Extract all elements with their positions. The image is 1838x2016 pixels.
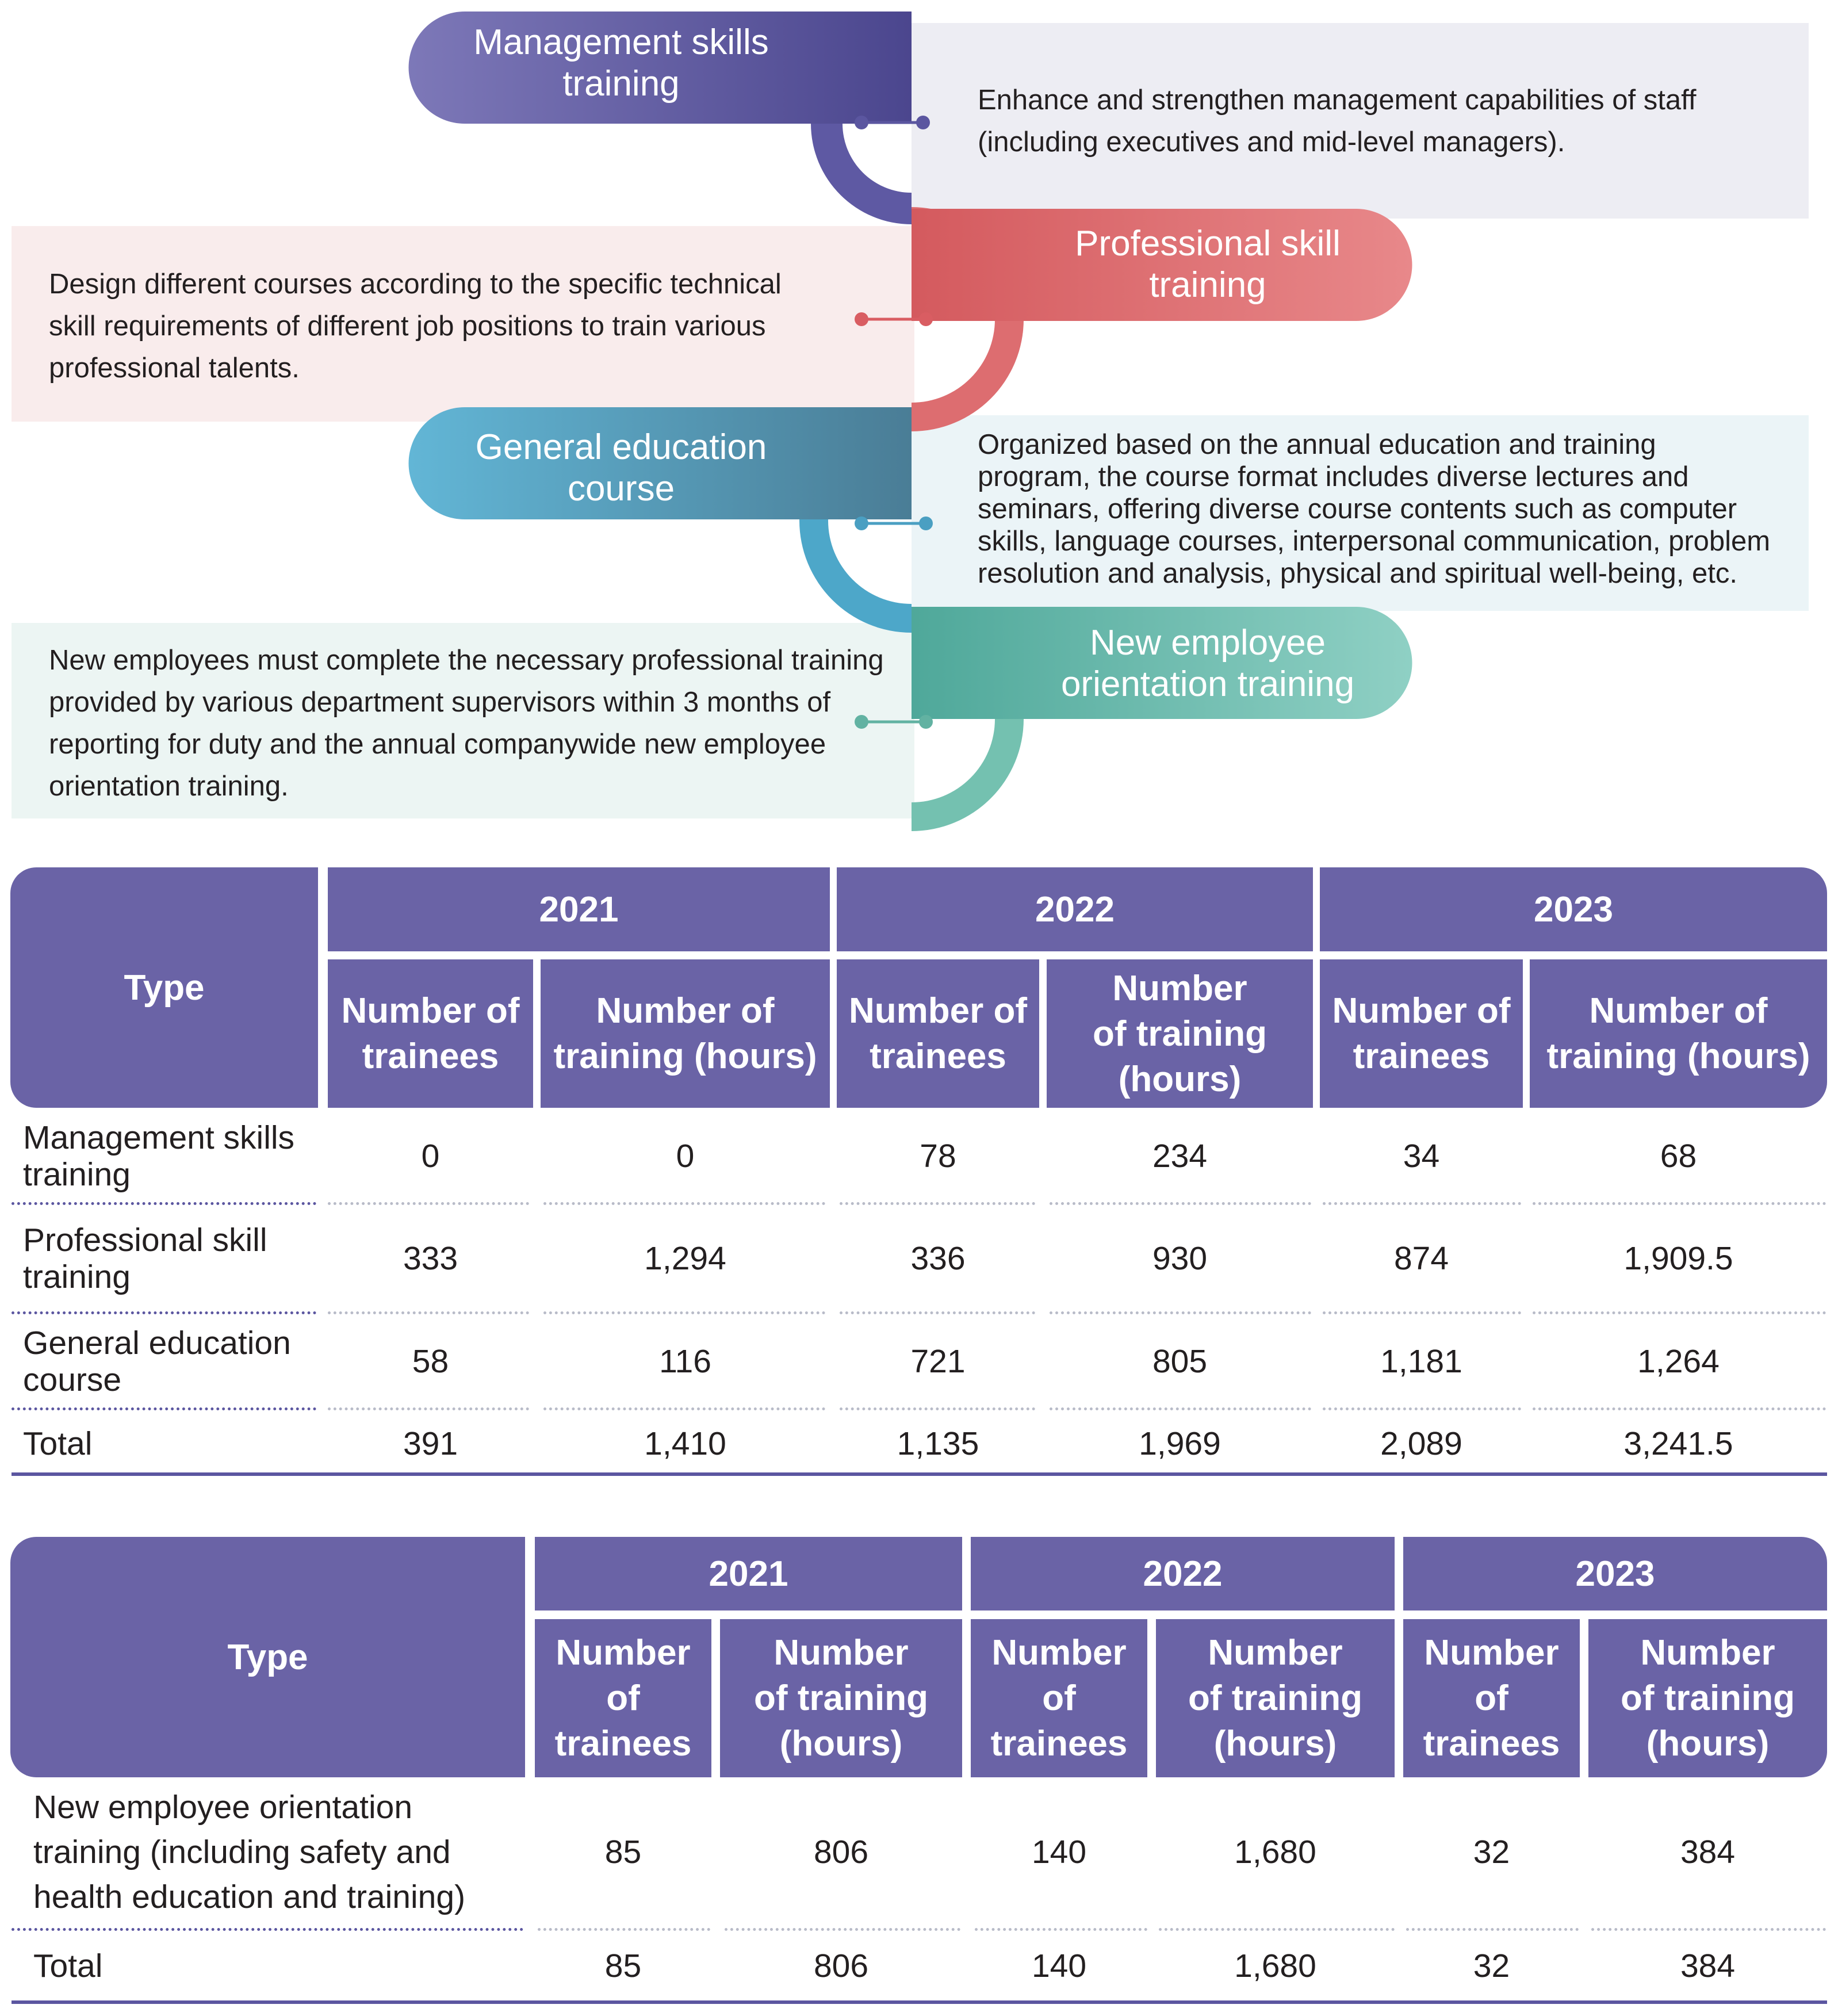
divider-segment [975,1928,1147,1931]
sub-header-line: of training [1620,1678,1795,1718]
table1-year-label: 2023 [1534,889,1613,929]
table2-sub-header [535,1619,711,1777]
table-row-type [0,1318,322,1405]
sub-header-line: Number [774,1633,909,1673]
desc-line: New employees must complete the necessary professional training [49,645,884,676]
row-type-line: training [23,1258,131,1295]
row-type-line: Total [23,1425,93,1462]
divider-segment [1323,1202,1521,1205]
title-management-line2: training [562,64,680,104]
table1-sub-header [1320,959,1523,1108]
table-row-type [0,1113,322,1199]
divider-segment [1533,1407,1826,1410]
divider-segment [1050,1311,1311,1314]
sub-header-line: Number [991,1633,1127,1673]
row-type-line: training [23,1156,131,1193]
table-cell: 234 [1152,1138,1208,1175]
desc-line: Enhance and strengthen management capabilities of staff [978,85,1697,116]
desc-line: orientation training. [49,771,289,802]
table-cell: 32 [1473,1834,1510,1870]
table-cell: 32 [1473,1947,1510,1984]
row-type-line: course [23,1361,122,1398]
table-cell: 140 [1031,1947,1087,1984]
desc-line: skills, language courses, interpersonal communication, problem [978,526,1771,557]
table-cell: 1,909.5 [1623,1240,1733,1277]
sub-header-line: Number of [596,991,775,1031]
table-row-type [0,1935,529,1996]
divider-segment [543,1311,825,1314]
title-orientation-line1: New employee [1089,623,1326,663]
table1-sub-header [837,959,1039,1108]
table-cell: 391 [403,1425,458,1462]
table-cell: 1,181 [1380,1343,1462,1380]
title-general [414,427,828,510]
table2-year-2022 [971,1537,1395,1610]
table2-type-header [10,1537,525,1777]
table-cell: 874 [1393,1240,1449,1277]
sub-header-line: (hours) [1213,1724,1337,1763]
table-row-type [0,1415,322,1472]
table-cell: 930 [1152,1240,1208,1277]
table1-sub-header [1047,959,1313,1108]
table1-sub-header [328,959,533,1108]
table-cell: 0 [421,1138,440,1175]
table-cell: 85 [604,1947,642,1984]
table-cell: 3,241.5 [1623,1425,1733,1462]
desc-management [978,79,1696,163]
divider-segment [328,1202,529,1205]
table1-type-header [10,867,318,1108]
desc-line: seminars, offering diverse course contents such as computer [978,494,1737,525]
row-type-line: Management skills [23,1119,295,1156]
table-row-type [0,1783,529,1921]
title-general-line2: course [567,469,675,508]
title-orientation-line2: orientation training [1060,664,1355,704]
divider-segment [12,1202,316,1205]
sub-header-line: trainees [1353,1036,1490,1076]
divider-segment [12,1311,316,1314]
title-orientation [1001,622,1415,705]
table-cell: 2,089 [1380,1425,1462,1462]
divider-segment [1159,1928,1395,1931]
sub-header-line: (hours) [1646,1724,1770,1763]
divider-segment [1323,1311,1521,1314]
divider-segment [1591,1928,1826,1931]
sub-header-line: of [606,1678,640,1718]
table-row-type [0,1214,322,1303]
table-cell: 806 [813,1947,869,1984]
sub-header-line: Number [556,1633,691,1673]
sub-header-line: Number of [849,991,1027,1031]
table-cell: 140 [1031,1834,1087,1870]
divider-segment [1533,1311,1826,1314]
sub-header-line: of training [753,1678,929,1718]
divider-segment [12,1928,523,1931]
table-cell: 384 [1680,1834,1736,1870]
table-cell: 1,410 [644,1425,726,1462]
sub-header-line: Number [1424,1633,1559,1673]
table-cell: 1,294 [644,1240,726,1277]
table2-year-label: 2021 [709,1554,788,1594]
table1-year-label: 2021 [539,889,619,929]
table-cell: 1,680 [1234,1834,1316,1870]
desc-orientation [49,640,884,808]
divider-segment [840,1202,1035,1205]
table2-sub-header [1156,1619,1395,1777]
desc-professional [49,263,782,389]
table2-year-2023 [1403,1537,1827,1610]
sub-header-line: of [1475,1678,1508,1718]
sub-header-line: Number of [1332,991,1511,1031]
table-cell: 78 [920,1138,956,1175]
table2-sub-header [720,1619,962,1777]
sub-header-line: trainees [990,1724,1128,1763]
table1-year-2021 [328,867,830,951]
table-cell: 1,135 [897,1425,979,1462]
sub-header-line: of training [1188,1678,1363,1718]
table-cell: 1,969 [1139,1425,1221,1462]
sub-header-line: trainees [1423,1724,1560,1763]
sub-header-line: trainees [554,1724,692,1763]
divider-segment [1533,1202,1826,1205]
divider-segment [543,1407,825,1410]
divider-segment [12,1407,316,1410]
table-cell: 806 [813,1834,869,1870]
sub-header-line: of training [1092,1013,1268,1054]
table2-sub-header [1403,1619,1580,1777]
table2-year-label: 2022 [1143,1554,1223,1594]
table2-type-header-label: Type [227,1637,308,1677]
training-infographic [0,0,1838,846]
sub-header-line: training (hours) [553,1036,817,1076]
sub-header-line: (hours) [1118,1059,1242,1099]
sub-header-line: Number of [1589,991,1768,1031]
desc-line: professional talents. [49,353,300,384]
divider-segment [1323,1407,1521,1410]
divider-segment [840,1407,1035,1410]
sub-header-line: trainees [362,1036,499,1076]
divider-segment [543,1202,825,1205]
table1-type-header-label: Type [124,967,205,1008]
table2-year-label: 2023 [1575,1554,1655,1594]
divider-segment [328,1407,529,1410]
title-management-line1: Management skills [473,22,769,62]
row-type-line: Professional skill [23,1221,267,1258]
divider-segment [328,1311,529,1314]
table-cell: 1,680 [1234,1947,1316,1984]
table-cell: 333 [403,1240,458,1277]
divider-segment [1050,1407,1311,1410]
desc-line: program, the course format includes diverse lectures and [978,461,1689,492]
table-cell: 116 [659,1343,711,1380]
title-professional-line2: training [1149,265,1266,305]
desc-line: (including executives and mid-level managers). [978,127,1565,158]
sub-header-line: trainees [870,1036,1006,1076]
divider-segment [725,1928,960,1931]
table-cell: 68 [1660,1138,1697,1175]
title-professional-line1: Professional skill [1075,224,1341,263]
sub-header-line: of [1042,1678,1076,1718]
sub-header-line: Number of [341,991,520,1031]
row-type-line: Total [33,1947,103,1984]
table-cell: 721 [910,1343,966,1380]
desc-line: skill requirements of different job positions to train various [49,311,766,342]
row-type-line: training (including safety and [33,1834,451,1870]
table1-year-2022 [837,867,1313,951]
table-cell: 336 [910,1240,966,1277]
divider-segment [1050,1202,1311,1205]
divider-segment [840,1311,1035,1314]
table-cell: 384 [1680,1947,1736,1984]
table-cell: 58 [412,1343,449,1380]
title-general-line1: General education [475,427,767,467]
row-type-line: New employee orientation [33,1789,413,1826]
desc-line: provided by various department supervisors within 3 months of [49,687,831,718]
row-type-line: health education and training) [33,1879,466,1915]
table2-bottom-rule [12,2000,1827,2004]
table1-year-2023 [1320,867,1827,951]
row-type-line: General education [23,1325,291,1361]
sub-header-line: Number [1208,1633,1343,1673]
divider-segment [538,1928,710,1931]
desc-line: resolution and analysis, physical and spiritual well-being, etc. [978,558,1737,589]
desc-line: Design different courses according to the specific technical [49,269,782,300]
table-cell: 85 [604,1834,642,1870]
sub-header-line: training (hours) [1546,1036,1810,1076]
desc-line: Organized based on the annual education and training [978,429,1656,460]
table1-bottom-rule [12,1472,1827,1476]
table2-year-2021 [535,1537,962,1610]
table2-sub-header [1588,1619,1827,1777]
table1-sub-header [541,959,830,1108]
title-management [414,22,828,105]
table1-sub-header [1530,959,1827,1108]
table-cell: 1,264 [1637,1343,1720,1380]
table2-sub-header [971,1619,1147,1777]
table-cell: 34 [1403,1138,1440,1175]
desc-line: reporting for duty and the annual companywide new employee [49,729,826,760]
sub-header-line: (hours) [779,1724,903,1763]
table-cell: 805 [1152,1343,1208,1380]
desc-general [978,429,1770,590]
table-cell: 0 [676,1138,695,1175]
sub-header-line: Number [1640,1633,1775,1673]
divider-segment [1406,1928,1579,1931]
title-professional [1001,223,1415,306]
sub-header-line: Number [1112,968,1247,1008]
table1-year-label: 2022 [1035,889,1115,929]
